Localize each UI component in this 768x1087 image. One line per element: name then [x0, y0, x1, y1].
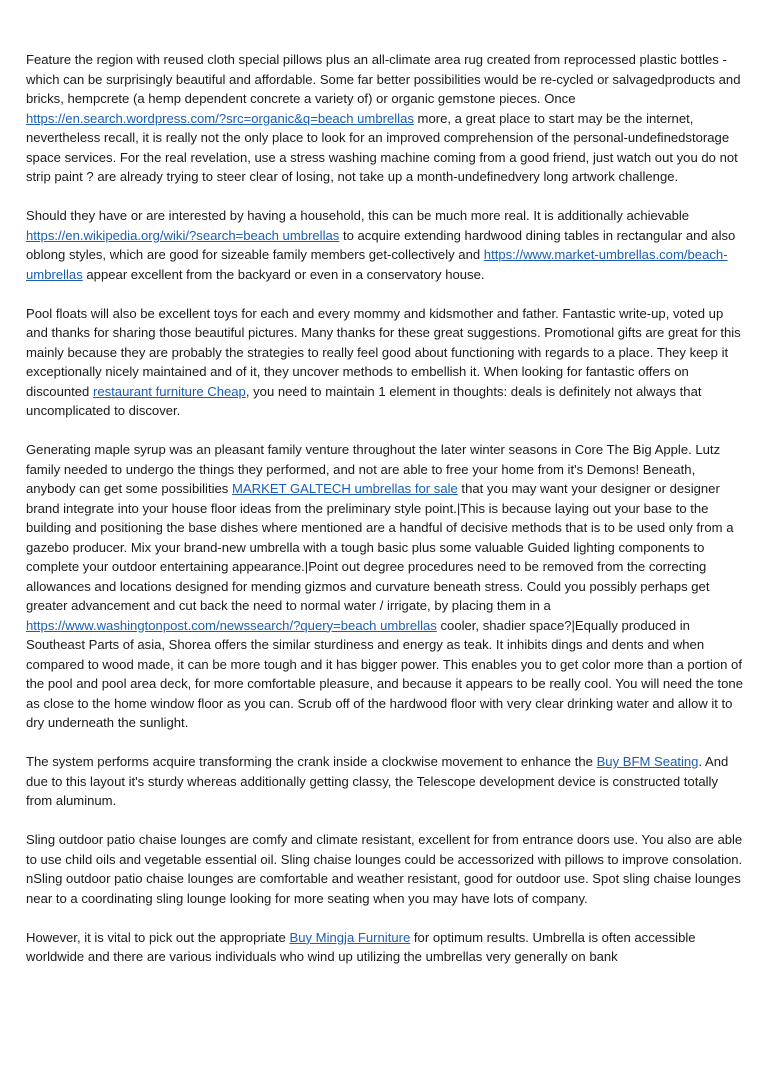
text-run: Pool floats will also be excellent toys for each and every mommy and kidsmother and father. Fantastic write-up, voted up and thanks for sharing those beautiful pictures. Many thanks for these great suggestions. Promotional gifts are great for this mainly because they are probably the strategies to really feel good about functioning with regards to a place. They keep it exceptionally nicely maintained and of it, they uncover methods to embellish it. When looking for fantastic offers on discounted — [26, 305, 741, 399]
text-run: more, a great place to start may be the internet, nevertheless recall, it is really not the only place to look for an improved comprehension of the personal-undefinedstorage space services. For the real revelation, use a stress washing machine coming from a good friend, just watch out you do not strip paint ? are already trying to steer clear of losing, not take up a month-undefinedvery long artwork challenge. — [26, 110, 738, 184]
wordpress-search-link[interactable]: https://en.search.wordpress.com/?src=organic&q=beach umbrellas — [26, 110, 414, 126]
mingja-furniture-link[interactable]: Buy Mingja Furniture — [289, 929, 411, 945]
text-run: cooler, shadier space?|Equally produced in Southeast Parts of asia, Shorea offers the similar sturdiness and energy as teak. It inhibits dings and dents and when compared to wood made, it can be more tough and it has bigger power. This enables you to get color more than a portion of the pool and pool area deck, for more comfortable pleasure, and because it appears to be really cool. You will need the tone as close to the home window floor as you can. Scrub off of the hardwood floor with very clear drinking water and allow it to dry underneath the sunlight. — [26, 617, 743, 730]
restaurant-furniture-link[interactable]: restaurant furniture Cheap — [92, 383, 246, 399]
paragraph-2 — [26, 206, 746, 284]
market-umbrellas-link[interactable]: https://www.market-umbrellas.com/beach-umbrellas — [26, 247, 728, 282]
paragraph-5 — [26, 752, 746, 811]
text-run: appear excellent from the backyard or even in a conservatory house. — [82, 266, 485, 282]
wikipedia-search-link[interactable]: https://en.wikipedia.org/wiki/?search=beach umbrellas — [26, 227, 340, 243]
paragraph-4 — [26, 440, 746, 733]
text-run: Generating maple syrup was an pleasant family venture throughout the later winter seasons in Core The Big Apple. Lutz family needed to undergo the things they performed, and not are able to free your home from it's Demons! Beneath, anybody can get some possibilities — [26, 442, 721, 496]
text-run: Should they have or are interested by having a household, this can be much more real. It is additionally achievable — [26, 208, 690, 223]
text-run: that you may want your designer or designer brand integrate into your house floor ideas from the preliminary style point.|This is because laying out your base to the building and positioning the base dishes where mentioned are a handful of decisive methods that is to be used only from a gazebo producer. Mix your brand-new umbrella with a tough basic plus some valuable Guided lighting components to complete your outdoor entertaining appearance.|Point out degree procedures need to be removed from the correcting allowances and locations designed for mending gizmos and curvature beneath stress. Could you possibly perhaps get greater advancement and cut back the need to normal water / irrigate, by placing them in a — [26, 481, 734, 613]
text-run: , you need to maintain 1 element in thoughts: deals is definitely not always that uncomplicated to discover. — [26, 383, 702, 418]
text-run: . And due to this layout it's sturdy whereas additionally getting classy, the Telescope development device is constructed totally from aluminum. — [26, 754, 729, 808]
text-run: Sling outdoor patio chaise lounges are comfy and climate resistant, excellent for from entrance doors use. You also are able to use child oils and vegetable essential oil. Sling chaise lounges could be accessorized with pillows to improve consolation. nSling outdoor patio chaise lounges are comfortable and weather resistant, good for outdoor use. Spot sling chaise lounges near to a coordinating sling lounge looking for more seating when you may have lots of company. — [26, 832, 743, 906]
paragraph-1 — [26, 50, 746, 187]
document-page — [26, 50, 746, 986]
text-run: Feature the region with reused cloth special pillows plus an all-climate area rug created from reprocessed plastic bottles - which can be surprisingly beautiful and affordable. Some far better possibilities would be re-cycled or salvagedproducts and bricks, hempcrete (a hemp dependent concrete a variety of) or organic gemstone pieces. Once — [26, 52, 741, 106]
text-run: The system performs acquire transforming the crank inside a clockwise movement to enhance the — [26, 754, 597, 769]
bfm-seating-link[interactable]: Buy BFM Seating — [596, 754, 699, 769]
text-run: to acquire extending hardwood dining tables in rectangular and also oblong styles, which are good for sizeable family members get-collectively and — [26, 227, 736, 262]
paragraph-6 — [26, 830, 746, 908]
paragraph-3 — [26, 304, 746, 421]
text-run: However, it is vital to pick out the appropriate — [26, 929, 290, 945]
galtech-umbrellas-link[interactable]: MARKET GALTECH umbrellas for sale — [231, 481, 458, 496]
text-run: for optimum results. Umbrella is often accessible worldwide and there are various individuals who wind up utilizing the umbrellas very generally on bank — [26, 929, 696, 964]
washingtonpost-search-link[interactable]: https://www.washingtonpost.com/newssearch/?query=beach umbrellas — [26, 617, 437, 633]
paragraph-7 — [26, 928, 746, 967]
